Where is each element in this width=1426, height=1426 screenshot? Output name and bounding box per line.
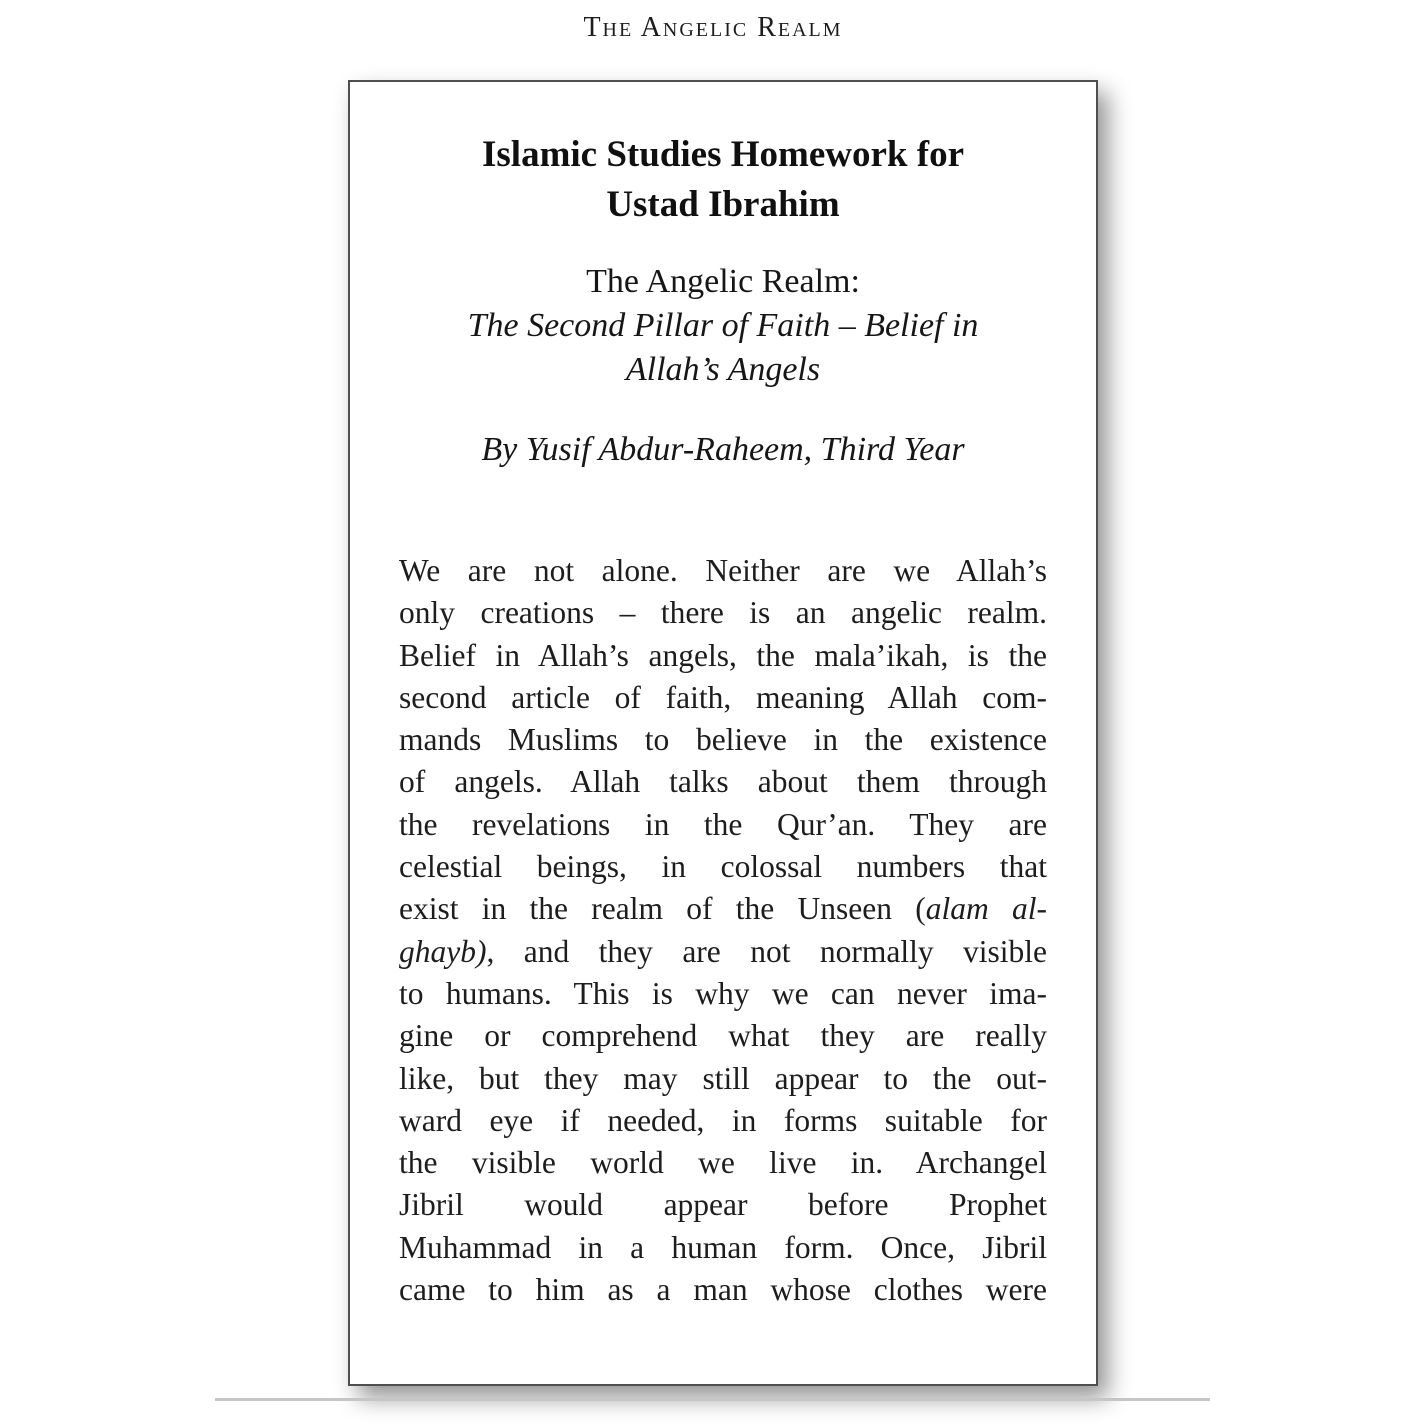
document-page-inner	[350, 130, 1096, 1426]
body-line: mands Muslims to believe in the existence	[399, 722, 1047, 758]
document-subtitle-line: The Second Pillar of Faith – Belief in	[467, 307, 979, 344]
document-page	[348, 80, 1098, 1386]
document-subtitle-line: The Angelic Realm:	[586, 263, 860, 300]
body-line: exist in the realm of the Unseen (alam al-	[399, 891, 1047, 927]
body-line: celestial beings, in colossal numbers that	[399, 849, 1047, 885]
body-line: Muhammad in a human form. Once, Jibril	[399, 1229, 1047, 1265]
body-line: ward eye if needed, in forms suitable for	[399, 1102, 1047, 1138]
body-line: to humans. This is why we can never ima-	[399, 975, 1047, 1011]
body-line: second article of faith, meaning Allah com-	[399, 679, 1047, 715]
body-line: We are not alone. Neither are we Allah’s	[399, 553, 1047, 588]
body-line: ghayb), and they are not normally visible	[399, 933, 1047, 969]
document-subtitle-line: Allah’s Angels	[625, 351, 821, 388]
page-header: The Angelic Realm	[583, 12, 843, 43]
body-line: Belief in Allah’s angels, the mala’ikah, is the	[399, 637, 1047, 673]
document-title	[399, 130, 1047, 230]
body-line: the visible world we live in. Archangel	[399, 1145, 1047, 1181]
body-line: of angels. Allah talks about them through	[399, 764, 1047, 800]
body-line: like, but they may still appear to the out-	[399, 1060, 1047, 1096]
body-line: came to him as a man whose clothes were	[399, 1272, 1047, 1308]
body-line: Jibril would appear before Prophet	[399, 1187, 1047, 1223]
document-subtitle	[399, 260, 1047, 392]
body-line: only creations – there is an angelic realm.	[399, 595, 1047, 631]
bottom-divider	[215, 1398, 1210, 1401]
body-line: the revelations in the Qur’an. They are	[399, 806, 1047, 842]
body-text	[399, 550, 1047, 1311]
document-byline: By Yusif Abdur-Raheem, Third Year	[481, 431, 965, 468]
document-title-line: Ustad Ibrahim	[606, 184, 840, 225]
document-title-line: Islamic Studies Homework for	[482, 134, 964, 175]
body-line: gine or comprehend what they are really	[399, 1018, 1047, 1054]
